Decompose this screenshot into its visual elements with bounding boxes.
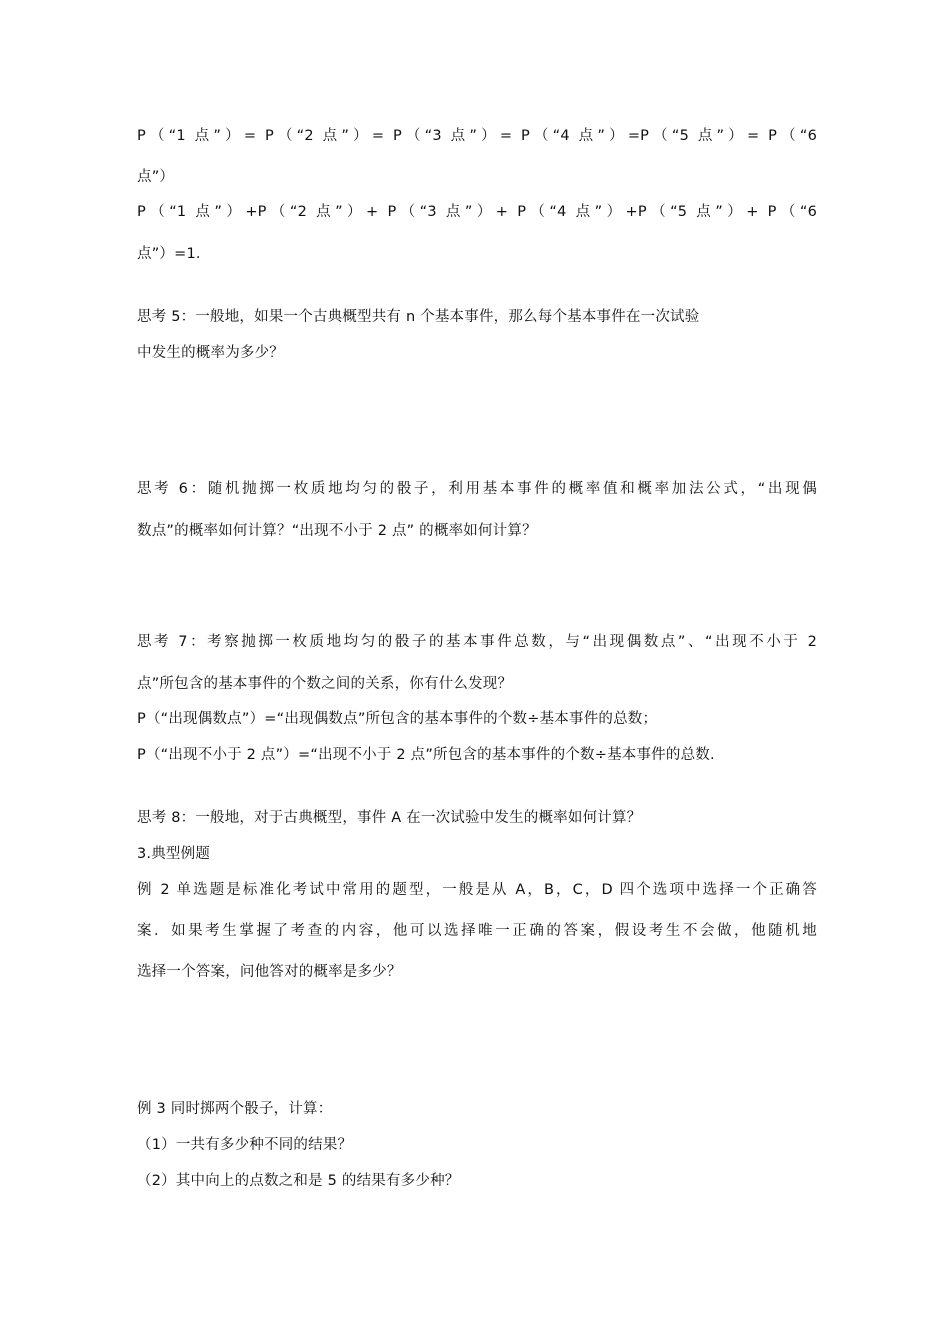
text-line: 点”）=1.: [137, 246, 201, 262]
think-6-question: 思考 6：随机抛掷一枚质地均匀的骰子，利用基本事件的概率值和概率加法公式，“出现偶: [137, 481, 817, 497]
think-7-question: 思考 7：考察抛掷一枚质地均匀的骰子的基本事件总数，与“出现偶数点”、“出现不小于 2: [137, 634, 817, 650]
example-3-item-1: （1）一共有多少种不同的结果？: [137, 1137, 353, 1153]
think-5-question-cont: 中发生的概率为多少？: [137, 345, 284, 361]
example-3: 例 3 同时掷两个骰子，计算：: [137, 1101, 333, 1117]
example-3-item-2: （2）其中向上的点数之和是 5 的结果有多少种？: [137, 1173, 460, 1189]
text-line: 点”）: [137, 169, 175, 185]
section-heading: 3.典型例题: [137, 846, 211, 862]
think-8-question: 思考 8：一般地，对于古典概型，事件 A 在一次试验中发生的概率如何计算？: [137, 810, 642, 826]
think-5-question: 思考 5：一般地，如果一个古典概型共有 n 个基本事件，那么每个基本事件在一次试验: [137, 309, 700, 325]
formula-not-less-2: P（“出现不小于 2 点”）=“出现不小于 2 点”所包含的基本事件的个数÷基本事件的总数.: [137, 747, 715, 763]
think-7-question-cont: 点”所包含的基本事件的个数之间的关系，你有什么发现？: [137, 676, 513, 692]
formula-even: P（“出现偶数点”）=“出现偶数点”所包含的基本事件的个数÷基本事件的总数；: [137, 711, 658, 727]
text-line: P（“1 点”）+P（“2 点”）+ P（“3 点”）+ P（“4 点”）+P（“5 点”）+ P（“6: [137, 204, 817, 220]
example-2: 例 2 单选题是标准化考试中常用的题型，一般是从 A，B，C，D 四个选项中选择一个正确答: [137, 882, 817, 898]
text-line: P（“1 点”）= P（“2 点”）= P（“3 点”）= P（“4 点”）=P（“5 点”）= P（“6: [137, 128, 817, 144]
example-2-cont: 选择一个答案，问他答对的概率是多少？: [137, 964, 402, 980]
think-6-question-cont: 数点”的概率如何计算？“出现不小于 2 点” 的概率如何计算？: [137, 523, 537, 539]
example-2-cont: 案．如果考生掌握了考查的内容，他可以选择唯一正确的答案，假设考生不会做，他随机地: [137, 923, 817, 939]
